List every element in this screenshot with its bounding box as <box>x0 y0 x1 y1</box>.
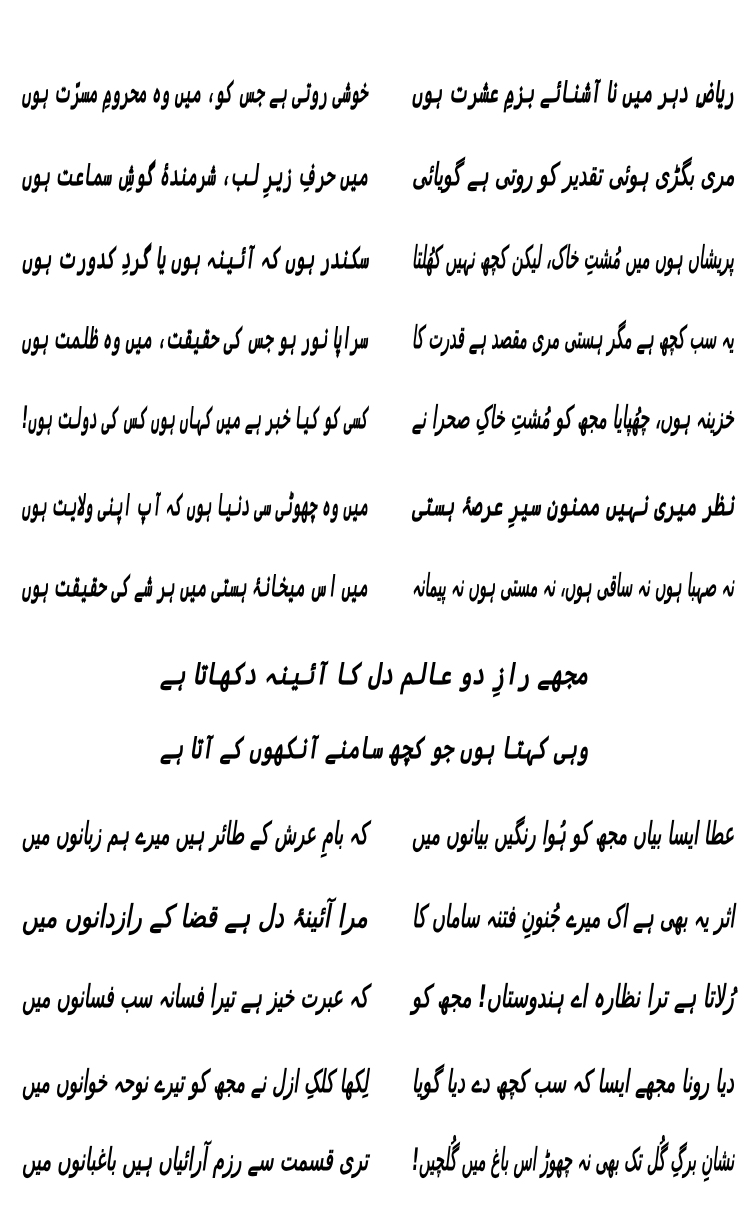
stanza1-line2-right-verse: مری بگڑی ہوئی تقدیر کو روتی ہے گویائی <box>411 157 734 193</box>
stanza1-line2-left-verse: میں حرفِ زیرِ لب، شرمندۂ گوشِ سماعت ہوں <box>22 157 368 193</box>
stanza1-line7-left-verse: میں اس میخانۂ ہستی میں ہر شے کی حقیقت ہوں <box>22 568 368 604</box>
stanza1-line1-right-verse: ریاضِ دہر میں نا آشنائے بزمِ عشرت ہوں <box>411 74 734 110</box>
stanza1-line5-left-verse: کسی کو کیا خبر ہے میں کہاں ہوں کس کی دولت ہوں! <box>22 400 368 436</box>
stanza1-line6-right-verse: نظر میری نہیں ممنونِ سیرِ عرصۂ ہستی <box>411 487 734 523</box>
stanza1-line4-left-verse: سراپا نور ہو جس کی حقیقت، میں وہ ظلمت ہوں <box>22 320 368 356</box>
stanza2-line1-right-verse: عطا ایسا بیاں مجھ کو ہُوا رنگیں بیانوں میں <box>411 816 734 852</box>
stanza2-line3-left-verse: کہ عبرت خیز ہے تیرا فسانہ سب فسانوں میں <box>21 979 368 1015</box>
stanza2-line5-right-verse: نشانِ برگِ گُل تک بھی نہ چھوڑ اس باغ میں گُلچیں! <box>411 1142 734 1178</box>
stanza2-line2-left-verse: مرا آئینۂ دل ہے قضا کے رازدانوں میں <box>22 899 368 935</box>
stanza2-line5-left-verse: تری قسمت سے رزم آرائیاں ہیں باغبانوں میں <box>21 1142 368 1178</box>
stanza2-line3-right-verse: رُلاتا ہے ترا نظارہ اے ہندوستاں! مجھ کو <box>412 979 734 1015</box>
couplet-line1: مجھے رازِ دو عالم دل کا آئینہ دکھاتا ہے <box>159 656 588 692</box>
stanza2-line1-left-verse: کہ بامِ عرش کے طائر ہیں میرے ہم زبانوں میں <box>22 816 368 852</box>
stanza2-line4-left-verse: لِکھا کلکِ ازل نے مجھ کو تیرے نوحہ خوانوں میں <box>21 1064 368 1100</box>
stanza1-line5-right-verse: خزینہ ہوں، چھُپایا مجھ کو مُشتِ خاکِ صحرا نے <box>412 400 734 436</box>
stanza2-line2-right-verse: اثر یہ بھی ہے اک میرے جُنونِ فتنہ ساماں کا <box>411 899 734 935</box>
stanza1-line3-left-verse: سکندر ہوں کہ آئینہ ہوں یا گردِ کدورت ہوں <box>21 240 368 276</box>
stanza1-line3-right-verse: پریشاں ہوں میں مُشتِ خاک، لیکن کچھ نہیں کھُلتا <box>412 240 734 276</box>
stanza1-line4-right-verse: یہ سب کچھ ہے مگر ہستی مری مقصد ہے قدرت کا <box>412 320 734 356</box>
stanza1-line7-right-verse: نہ صہبا ہوں نہ ساقی ہوں، نہ مستی ہوں نہ پیمانہ <box>412 568 734 604</box>
stanza1-line1-left-verse: خوشی روتی ہے جس کو، میں وہ محرومِ مسرّت ہوں <box>22 74 368 110</box>
stanza1-line6-left-verse: میں وہ چھوٹی سی دنیا ہوں کہ آپ اپنی ولایت ہوں <box>22 487 368 523</box>
couplet-line2: وہی کہتا ہوں جو کچھ سامنے آنکھوں کے آتا ہے <box>159 730 588 766</box>
stanza2-line4-right-verse: دیا رونا مجھے ایسا کہ سب کچھ دے دیا گویا <box>412 1064 734 1100</box>
